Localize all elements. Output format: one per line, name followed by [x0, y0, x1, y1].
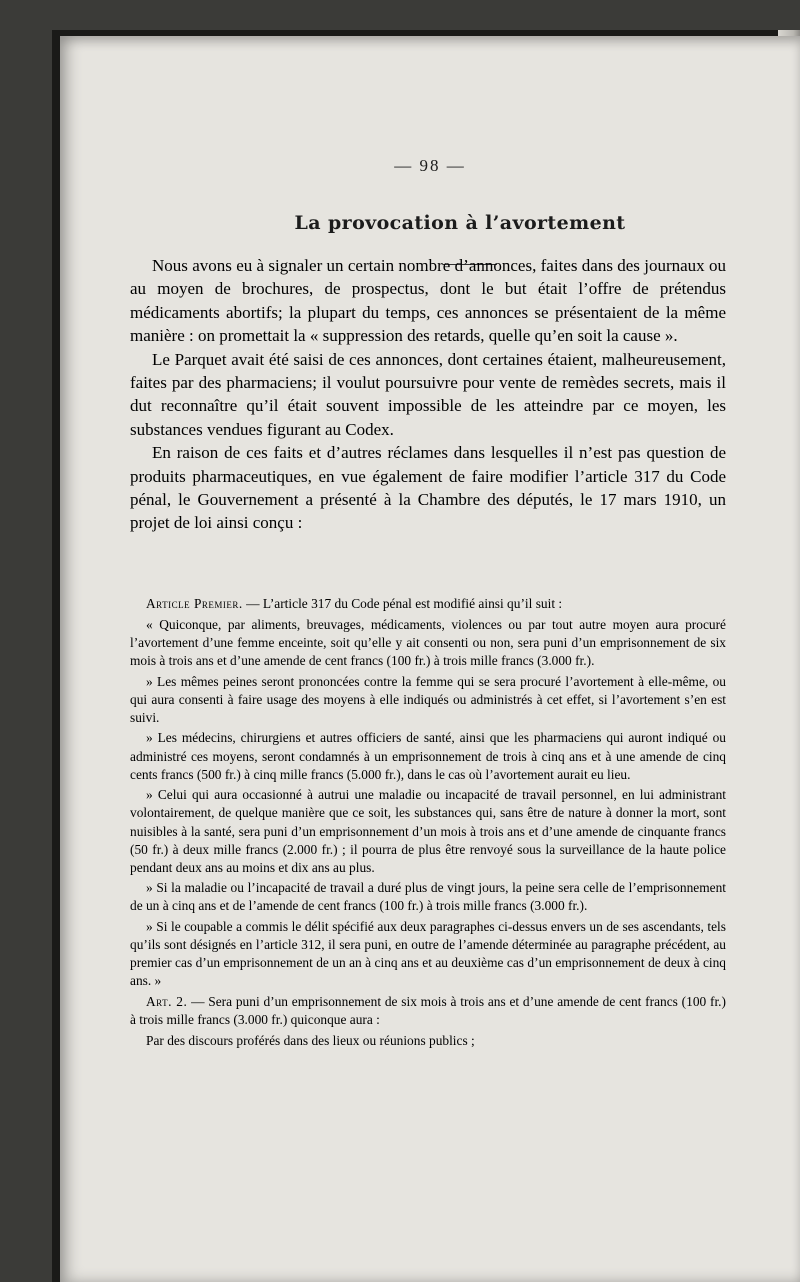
intro-paragraph: En raison de ces faits et d’autres réclames dans lesquelles il n’est pas question de produits pharmaceutiques, en vue également de faire modifier l’article 317 du Code pénal, le Gouvernement a présenté à la Chambre des députés, le 17 mars 1910, un projet de loi ainsi conçu : — [130, 443, 726, 533]
article-2-text: — Sera puni d’un emprisonnement de six mois à trois ans et d’une amende de cent francs (100 fr.) à trois mille francs (3.000 fr.) quiconque aura : — [130, 994, 726, 1028]
article-1-text: — L’article 317 du Code pénal est modifié ainsi qu’il suit : — [242, 596, 563, 611]
intro-paragraph: Le Parquet avait été saisi de ces annonces, dont certaines étaient, malheureusement, faites par des pharmaciens; il voulut poursuivre pour vente de remèdes secrets, mais il dut reconnaître qu’il était souvent impossible de les atteindre par ce moyen, les substances vendues figurant au Codex. — [130, 349, 726, 439]
article-2 — [130, 993, 726, 1029]
law-paragraph: » Les médecins, chirurgiens et autres officiers de santé, ainsi que les pharmaciens qui auront indiqué ou administré ces moyens, seront condamnés à un emprisonnement de trois à cinq ans et à une amende de cinq cents francs (500 fr.) à cinq mille francs (5.000 fr.), dans le cas où l’avortement aurait eu lieu. — [130, 730, 726, 782]
page-title: La provocation à l’avortement — [294, 212, 626, 234]
law-paragraph: » Si la maladie ou l’incapacité de travail a duré plus de vingt jours, la peine sera celle de l’emprisonnement de un à cinq ans et de l’amende de cent francs (100 fr.) à trois mille francs (3.000 fr.). — [130, 880, 726, 914]
intro-text — [130, 254, 726, 535]
law-last-line: Par des discours proférés dans des lieux ou réunions publics ; — [146, 1032, 475, 1048]
law-paragraph: « Quiconque, par aliments, breuvages, médicaments, violences ou par tout autre moyen aura procuré l’avortement d’une femme enceinte, soit qu’elle y ait consenti ou non, sera puni d’un emprisonnement de six mois à trois ans et d’une amende de cent francs (100 fr.) à trois mille francs (3.000 fr.). — [130, 616, 726, 668]
article-1-label: Article Premier. — [146, 596, 243, 611]
article-1 — [130, 595, 726, 613]
law-text — [130, 595, 726, 1053]
law-paragraph: » Les mêmes peines seront prononcées contre la femme qui se sera procuré l’avortement à elle-même, ou qui aura consenti à faire usage des moyens à elle indiqués ou administrés à cet effet, si l’avortement s’en est suivi. — [130, 673, 726, 725]
page-number: — 98 — — [394, 156, 466, 175]
intro-paragraph: Nous avons eu à signaler un certain nombre d’annonces, faites dans des journaux ou au moyen de brochures, de prospectus, dont le but était l’offre de prétendus médicaments abortifs; la plupart du temps, ces annonces se présentaient de la même manière : on promettait la « suppression des retards, quelle qu’en soit la cause ». — [130, 256, 726, 346]
article-2-label: Art. 2. — [146, 994, 188, 1010]
law-paragraph: » Si le coupable a commis le délit spécifié aux deux paragraphes ci-dessus envers un de ses ascendants, tels qu’ils sont désignés en l’article 312, il sera puni, en outre de l’amende déterminée au paragraphe précédent, au premier cas d’un emprisonnement de un an à cinq ans et au deuxième cas d’un emprisonnement de deux à cinq ans. » — [130, 919, 726, 989]
law-paragraph: » Celui qui aura occasionné à autrui une maladie ou incapacité de travail personnel, en lui administrant volontairement, de quelque manière que ce soit, les substances qui, sans être de nature à donner la mort, sont nuisibles à la santé, sera puni d’un emprisonnement d’un mois à trois ans et d’une amende de cinquante francs (50 fr.) à deux mille francs (2.000 fr.) ; il pourra de plus être renvoyé sous la surveillance de la haute police pendant deux ans au moins et dix ans au plus. — [130, 787, 726, 875]
